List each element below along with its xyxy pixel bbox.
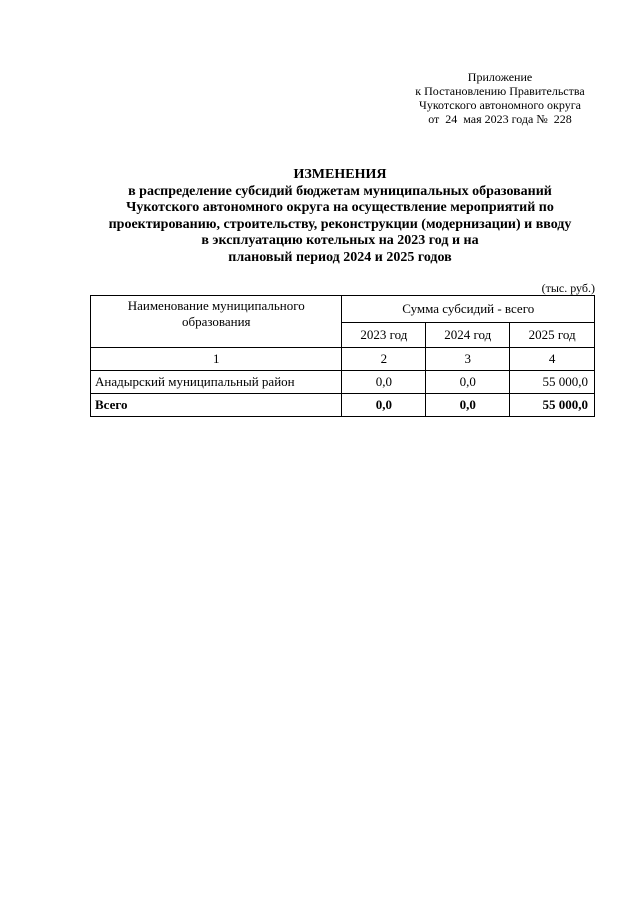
table-row [91,371,595,394]
appendix-label: Приложение [467,70,533,84]
row-value-2024: 0,0 [426,371,510,394]
col-number-2: 2 [342,348,426,371]
appendix-block [395,70,605,126]
total-label: Всего [91,394,342,417]
title-heading: ИЗМЕНЕНИЯ [293,167,387,182]
appendix-resolution: к Постановлению Правительства [415,84,585,98]
header-year-2025: 2025 год [510,323,595,348]
col-number-4: 4 [510,348,595,371]
col-number-1: 1 [91,348,342,371]
subsidy-table [90,295,595,417]
title-line-2: Чукотского автономного округа на осуществление мероприятий по [126,200,554,215]
header-year-2024: 2024 год [426,323,510,348]
title-line-5: плановый период 2024 и 2025 годов [228,249,452,265]
units-label: (тыс. руб.) [541,281,595,295]
header-year-2023: 2023 год [342,323,426,348]
row-value-2025: 55 000,0 [510,371,595,394]
header-sum-cell: Сумма субсидий - всего [342,296,595,323]
col-number-3: 3 [426,348,510,371]
appendix-date-number: от 24 мая 2023 года № 228 [428,112,572,126]
total-value-2024: 0,0 [426,394,510,417]
table-numbering-row [91,348,595,371]
header-name-cell: Наименование муниципального образования [91,296,342,348]
row-name: Анадырский муниципальный район [91,371,342,394]
title-line-3: проектированию, строительству, реконструкции (модернизации) и вводу [108,216,572,232]
title-line-1: в распределение субсидий бюджетам муниципальных образований [128,183,552,199]
total-value-2023: 0,0 [342,394,426,417]
document-title [70,167,610,266]
total-value-2025: 55 000,0 [510,394,595,417]
appendix-region: Чукотского автономного округа [419,98,581,112]
title-line-4: в эксплуатацию котельных на 2023 год и на [201,233,479,248]
row-value-2023: 0,0 [342,371,426,394]
table-header-row [91,296,595,323]
table-total-row [91,394,595,417]
